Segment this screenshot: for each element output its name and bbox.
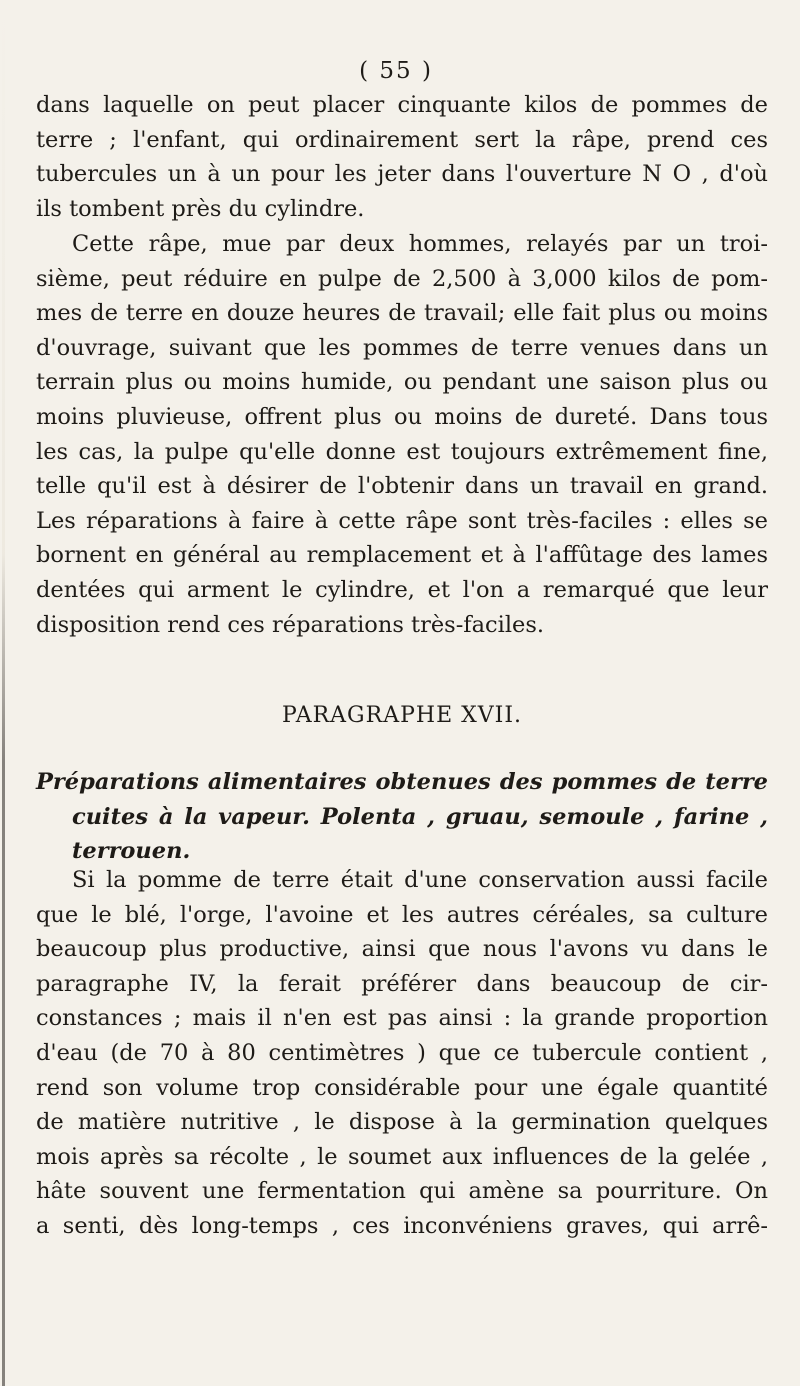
text-line: Si la pomme de terre était d'une conservation aussi facile (72, 867, 768, 893)
text-line: hâte souvent une fermentation qui amène sa pourriture. On (36, 1178, 768, 1205)
text-line: ils tombent près du cylindre. (36, 195, 365, 222)
text-line: mois après sa récolte , le soumet aux influences de la gelée , (36, 1143, 768, 1170)
paragraph-2 (36, 227, 768, 642)
text-line: terrain plus ou moins humide, ou pendant une saison plus ou (36, 369, 768, 396)
section-subtitle (36, 765, 768, 869)
text-line: dans laquelle on peut placer cinquante kilos de pommes de (36, 92, 768, 118)
text-line: d'ouvrage, suivant que les pommes de terre venues dans un (36, 334, 768, 361)
text-line: Cette râpe, mue par deux hommes, relayés par un troi- (72, 231, 768, 257)
text-line: disposition rend ces réparations très-faciles. (36, 611, 545, 638)
text-line: constances ; mais il n'en est pas ainsi : la grande proportion (36, 1005, 768, 1032)
paragraph-3 (36, 863, 768, 1244)
text-line: beaucoup plus productive, ainsi que nous l'avons vu dans le (36, 936, 768, 963)
text-line: terre ; l'enfant, qui ordinairement sert la râpe, prend ces (36, 126, 768, 153)
subtitle-line: cuites à la vapeur. Polenta , gruau, semoule , farine , (72, 803, 768, 830)
subtitle-line: Préparations alimentaires obtenues des pommes de terre (36, 769, 768, 795)
text-line: Les réparations à faire à cette râpe sont très-faciles : elles se (36, 507, 768, 534)
text-line: d'eau (de 70 à 80 centimètres ) que ce tubercule contient , (36, 1039, 768, 1066)
text-line: sième, peut réduire en pulpe de 2,500 à 3,000 kilos de pom- (36, 265, 768, 292)
text-line: telle qu'il est à désirer de l'obtenir dans un travail en grand. (36, 473, 768, 500)
text-line: dentées qui arment le cylindre, et l'on a remarqué que leur (36, 576, 768, 603)
text-line: paragraphe IV, la ferait préférer dans beaucoup de cir- (36, 970, 768, 997)
section-heading: PARAGRAPHE XVII. (281, 703, 523, 728)
paragraph-1 (36, 88, 768, 226)
text-line: les cas, la pulpe qu'elle donne est toujours extrêmement fine, (36, 438, 768, 465)
text-line: bornent en général au remplacement et à l'affûtage des lames (36, 542, 768, 569)
text-line: de matière nutritive , le dispose à la germination quelques (36, 1109, 768, 1136)
text-line: rend son volume trop considérable pour une égale quantité (36, 1074, 768, 1101)
text-line: a senti, dès long-temps , ces inconvéniens graves, qui arrê- (36, 1212, 768, 1239)
page-edge-shadow (2, 0, 5, 1386)
text-line: que le blé, l'orge, l'avoine et les autres céréales, sa culture (36, 901, 768, 928)
subtitle-line: terrouen. (72, 838, 191, 865)
page-number: ( 55 ) (359, 58, 433, 84)
text-line: moins pluvieuse, offrent plus ou moins de dureté. Dans tous (36, 403, 768, 430)
text-line: mes de terre en douze heures de travail; elle fait plus ou moins (36, 300, 768, 327)
text-line: tubercules un à un pour les jeter dans l'ouverture N O , d'où (36, 161, 768, 188)
